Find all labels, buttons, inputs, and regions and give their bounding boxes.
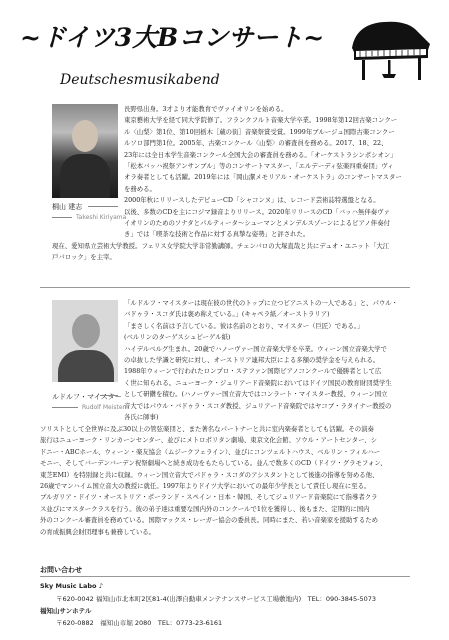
kiriyama-name-jp: 桐山 建志 [52, 203, 83, 211]
kiriyama-bio: 長野県出身。3才より才能教育でヴァイオリンを始める。 東京藝術大学を経て同大学院修了。フランクフルト音楽大学卒業。1998年第12回古楽コンクー ル〈山梨〉第1位、第10回栃木［蔵の街］音楽祭賞受賞。1999年ブルージュ国際古楽コンクー ルソロ部門第1位。2005年、古楽コンクール〈山梨〉の審査員を務める。2017、18、22、 23年には全日本学生音楽コンクール全国大会の審査員を務める。「オーケストラシンポシオン」 「松本バッハ祝祭アンサンブル」等のコンサートマスター、「エルデーディ弦楽四重奏団」ヴィ オラ奏者としても活躍。2019年には「岡山潔メモリアル・オーケストラ」のコンサートマスター を務める。 2000年秋にリリースしたデビューCD「シャコンヌ」は、レコード芸術誌特選盤となる。 以後、多数のCDを主にコジマ録音よりリリース。2020年リリースのCD「バッハ無伴奏ヴァ イオリンのためのソナタとパルティータ〜シューマンとメンデルスゾーンによるピアノ伴奏付 き」では「喫茶な技術と作品に対する真摯な姿勢」と評された。 [124, 105, 402, 239]
concert-subtitle: Deutschesmusikabend [60, 72, 220, 88]
contact-org1-address: 〒620-0042 福知山市北本町2区81-4(出澤自動車メンテナンスサービス工場敷地内) TEL：090-3845-5073 [56, 595, 377, 603]
contact-title: お問い合わせ [40, 566, 82, 574]
performer-meister [0, 296, 449, 560]
concert-title: ~ドイツ3大Bコンサート~ [20, 23, 325, 52]
meister-name-en: Rudolf Meister [82, 404, 126, 411]
grand-piano-icon [348, 18, 432, 84]
contact-org2-name: 福知山サンホテル [40, 607, 92, 615]
contact-org1-name: Sky Music Labo ♪ [40, 582, 103, 590]
meister-bio: ソリストとして全世界に及ぶ30以上の管弦楽団と、また著名なパートナーと共に室内楽奏者としても活躍。その演奏 旅行はニューヨーク・リンカーンセンター、並びにメトロポリタン劇場、東京文化会館、ソウル・アートセンター、シ ドニー・ABCホール、ウィーン・楽友協会（ムジークフェライン）、並びにコンツェルトハウス、ベルリン・フィルハー モニー、そしてバーデンバーデン祝祭劇場へと続き成功をもたらしている。並んで数多くのCD（ドイツ・グラモフォン、 東芝EMI）を特別録と共に収録。ウィーン国立音大でパドゥラ・スコダのアシスタントとして後進の指導を努める他、 26歳でマンハイム国立音大の教授に就任。1997年よりドイツ大学においての最年少学長として責任し現在に至る。 ブルガリア・ドイツ・オーストリア・ポーランド・スペイン・日本・韓国、そしてジュリアード音楽院にて指導者クラ ス並びにマスタークラスを行う。彼の弟子達は重要な国内外のコンクールで1位を獲得し、後もまた、定期的に国内 外のコンクール審査員を務めている。国際マックス・レーガー協会の委員長。同時にまた、若い音楽家を援助するため の育成振興会財団理事も兼務している。 [40, 425, 387, 536]
header [0, 0, 449, 104]
kiriyama-photo [52, 104, 118, 198]
contact-org2-address: 〒620-0882 福知山市堀 2080 TEL：0773-23-6161 [56, 619, 223, 627]
meister-name-jp: ルドルフ・マイスター [52, 393, 122, 401]
kiriyama-bio-footer: 現在、愛知県立芸術大学教授。フェリス女学院大学非常勤講師。チェンバロの大塚直哉と共にデュオ・ユニット「大江 戸バロック」を主宰。 [52, 242, 390, 262]
kiriyama-name-en: Takeshi Kiriyama [76, 214, 127, 221]
section-divider [40, 287, 410, 288]
contact-divider [40, 576, 410, 577]
meister-photo [52, 300, 118, 382]
meister-quotes: 「ルドルフ・マイスターは現在彼の世代のトップに立つピアニストの一人である」と、パウル・ バドゥラ・スコダ氏は褒め称えている。」(キャペラ紙／オーストラリア) 「まさしく名前は予言している。彼は名前のとおり、マイスター（巨匠）である。」 (ベルリンのターゲスシュピーゲル紙) ハイデルベルグ生まれ。20歳でハノーヴァー国立音楽大学を卒業。ウィーン国立音楽大学で の卓抜した学識と研究に対し、オーストリア連邦大臣による多額の奨学金を与えられる。 1988年ウィーンで行われたロンプロ・ステファン国際ピアノコンクールで優勝者として広 く世に知られる。ニューヨーク・ジュリアード音楽院においてはドイツ国民の教育財団奨学生 として研鑽を積む。(ハノーヴァー国立音大ではコンラート・マイスター教授、ウィーン国立 音大ではパウル・バドゥラ・スコダ教授、ジュリアード音楽院ではヤコブ・ラタイナー教授の 各氏に師事) [124, 299, 398, 422]
